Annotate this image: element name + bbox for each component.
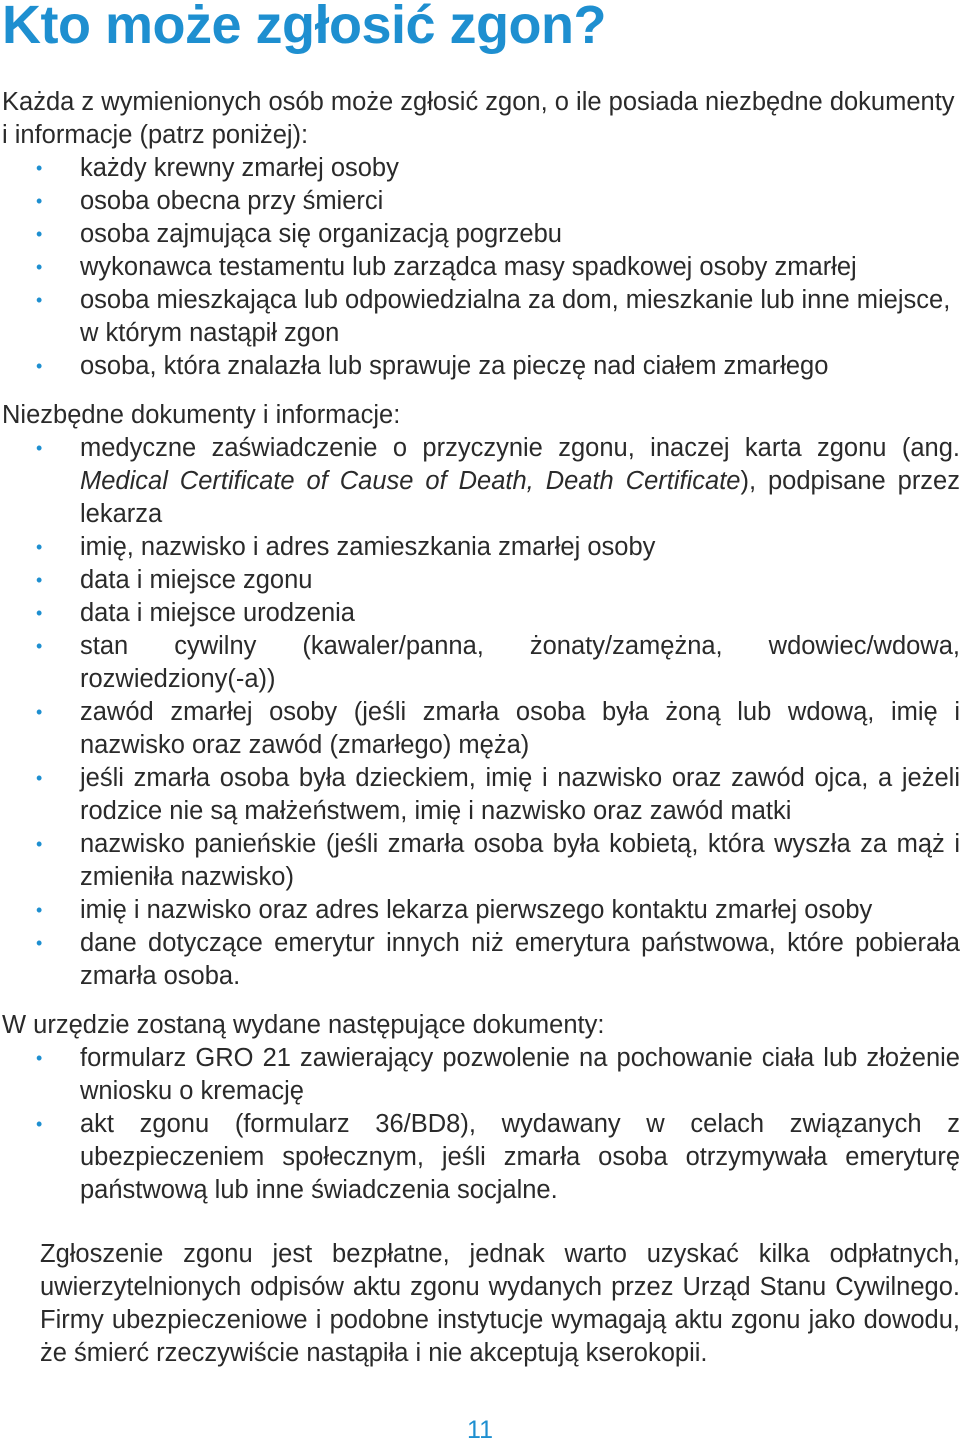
list-item: • imię i nazwisko oraz adres lekarza pierwszego kontaktu zmarłej osoby (0, 894, 960, 927)
list-item: • akt zgonu (formularz 36/BD8), wydawany w celach związanych z ubezpieczeniem społecznym, jeśli zmarła osoba otrzymywała emeryturę państwową lub inne świadczenia socjalne. (36, 1110, 960, 1204)
bullet-icon: • (36, 537, 43, 557)
list-item: • osoba zajmująca się organizacją pogrzebu (0, 218, 960, 251)
list-item: • medyczne zaświadczenie o przyczynie zgonu, inaczej karta zgonu (ang. Medical Certificate of Cause of Death, Death Certificate), podpisane przez lekarza (36, 434, 960, 528)
list-item: • każdy krewny zmarłej osoby (0, 152, 960, 185)
list-item: • osoba mieszkająca lub odpowiedzialna za dom, mieszkanie lub inne miejsce, w którym nastąpił zgon (36, 286, 951, 347)
list-item: • data i miejsce zgonu (0, 564, 960, 597)
who-list (0, 152, 960, 383)
bullet-icon: • (36, 834, 43, 854)
office-section (0, 1009, 960, 1207)
list-item: • osoba obecna przy śmierci (0, 185, 960, 218)
list-item: • nazwisko panieńskie (jeśli zmarła osoba była kobietą, która wyszła za mąż i zmieniła nazwisko) (36, 830, 960, 891)
bullet-icon: • (36, 702, 43, 722)
bullet-icon: • (36, 191, 43, 211)
bullet-icon: • (36, 224, 43, 244)
list-item: • jeśli zmarła osoba była dzieckiem, imię i nazwisko oraz zawód ojca, a jeżeli rodzice nie są małżeństwem, imię i nazwisko oraz zawód matki (36, 764, 960, 825)
bullet-icon: • (36, 356, 43, 376)
documents-section (0, 399, 960, 993)
list-item: • data i miejsce urodzenia (0, 597, 960, 630)
office-heading: W urzędzie zostaną wydane następujące dokumenty: (2, 1011, 605, 1039)
bullet-icon: • (36, 438, 43, 458)
bullet-icon: • (36, 158, 43, 178)
documents-heading: Niezbędne dokumenty i informacje: (2, 401, 401, 429)
bullet-icon: • (36, 900, 43, 920)
fee-note-paragraph: Zgłoszenie zgonu jest bezpłatne, jednak warto uzyskać kilka odpłatnych, uwierzytelnionych odpisów aktu zgonu wydanych przez Urząd Stanu Cywilnego. Firmy ubezpieczeniowe i podobne instytucje wymagają aktu zgonu jako dowodu, że śmierć rzeczywiście nastąpiła i nie akceptują kserokopii. (40, 1240, 960, 1367)
bullet-icon: • (36, 570, 43, 590)
page-title: Kto może zgłosić zgon? (2, 0, 606, 55)
bullet-icon: • (36, 933, 43, 953)
bullet-icon: • (36, 603, 43, 623)
list-item: • zawód zmarłej osoby (jeśli zmarła osoba była żoną lub wdową, imię i nazwisko oraz zawód (zmarłego) męża) (36, 698, 960, 759)
office-list (0, 1042, 960, 1207)
bullet-icon: • (36, 1114, 43, 1134)
list-item: • formularz GRO 21 zawierający pozwolenie na pochowanie ciała lub złożenie wniosku o kremację (36, 1044, 960, 1105)
documents-list (0, 432, 960, 993)
bullet-icon: • (36, 257, 43, 277)
list-item: • stan cywilny (kawaler/panna, żonaty/zamężna, wdowiec/wdowa, rozwiedziony(-a)) (36, 632, 960, 693)
bullet-icon: • (36, 636, 43, 656)
page-number: 11 (467, 1416, 493, 1444)
list-item: • wykonawca testamentu lub zarządca masy spadkowej osoby zmarłej (0, 251, 960, 284)
bullet-icon: • (36, 290, 43, 310)
certificate-name-italic: Medical Certificate of Cause of Death, Death Certificate (80, 467, 741, 495)
who-section (0, 86, 960, 383)
intro-paragraph: Każda z wymienionych osób może zgłosić zgon, o ile posiada niezbędne dokumenty i informacje (patrz poniżej): (2, 88, 955, 149)
bullet-icon: • (36, 768, 43, 788)
bullet-icon: • (36, 1048, 43, 1068)
list-item: • imię, nazwisko i adres zamieszkania zmarłej osoby (0, 531, 960, 564)
list-item: • dane dotyczące emerytur innych niż emerytura państwowa, które pobierała zmarła osoba. (36, 929, 960, 990)
list-item: • osoba, która znalazła lub sprawuje za pieczę nad ciałem zmarłego (0, 350, 960, 383)
